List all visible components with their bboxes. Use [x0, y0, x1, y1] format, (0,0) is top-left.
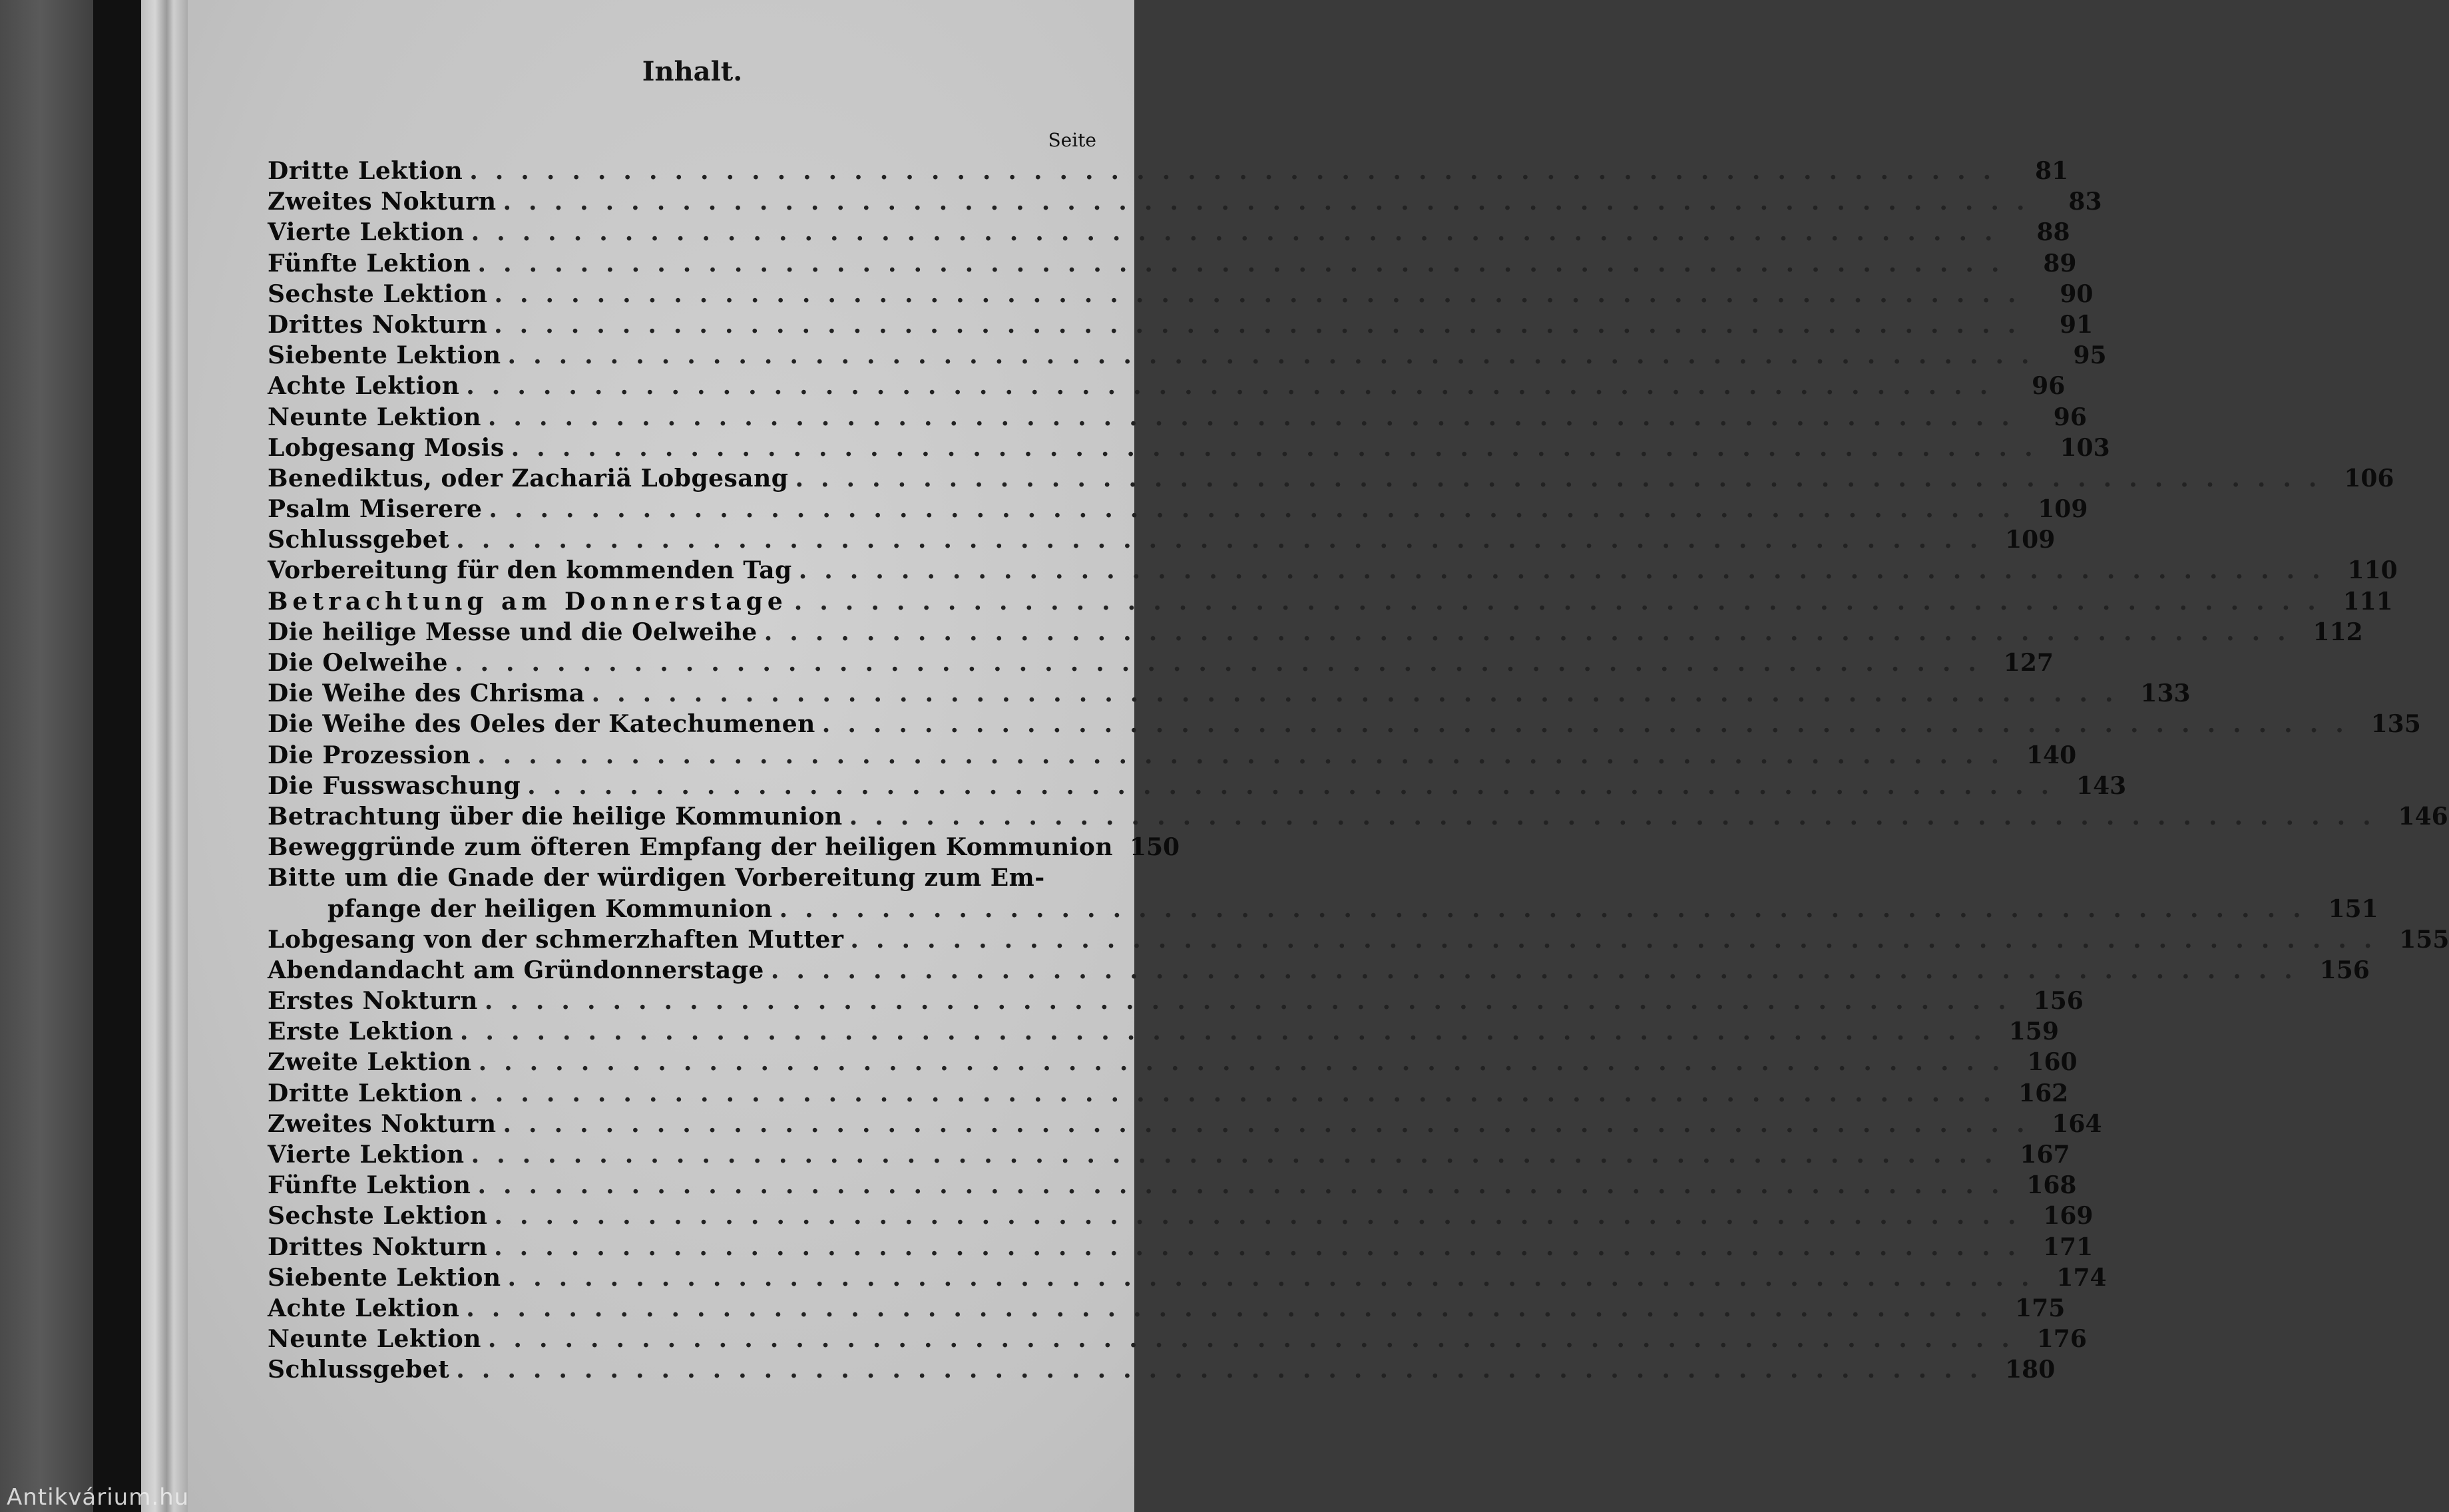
toc-entry	[268, 1324, 2087, 1354]
toc-entry	[268, 186, 2102, 217]
toc-entry	[268, 433, 2110, 463]
toc-entry	[268, 678, 2191, 709]
toc-entry-title: Abendandacht am Gründonnerstage	[268, 956, 764, 984]
toc-entry	[268, 586, 2393, 617]
toc-entry-page: 89	[2043, 249, 2077, 278]
toc-entry-page: 159	[2008, 1018, 2059, 1046]
toc-entry-page: 180	[2005, 1356, 2056, 1384]
toc-entry-title: Siebente Lektion	[268, 341, 501, 370]
leader-dots: ............................................................	[454, 649, 1994, 677]
toc-entry-title: Neunte Lektion	[268, 403, 481, 431]
toc-entry	[268, 924, 2449, 955]
leader-dots: ............................................................	[494, 310, 2034, 339]
leader-dots: ............................................................	[487, 403, 2027, 431]
toc-entry	[268, 1078, 2069, 1109]
leader-dots: ............................................................	[850, 925, 2390, 954]
toc-entry	[268, 555, 2398, 586]
toc-entry-page: 156	[2033, 987, 2084, 1016]
toc-entry-page: 103	[2060, 433, 2110, 462]
leader-dots: ............................................................	[503, 1109, 2042, 1138]
leader-dots: ............................................................	[527, 771, 2067, 800]
toc-entry-page: 109	[2038, 495, 2088, 524]
toc-entry	[268, 617, 2363, 648]
leader-dots: ............................................................	[849, 802, 2388, 831]
toc-entry-page: 135	[2370, 710, 2421, 739]
leader-dots: ............................................................	[477, 1171, 2017, 1200]
leader-dots: ............................................................	[798, 556, 2338, 585]
table-of-contents	[268, 156, 2449, 1386]
leader-dots: ............................................................	[477, 249, 2017, 278]
toc-entry-page: 171	[2042, 1232, 2094, 1261]
leader-dots: ............................................................	[764, 618, 2303, 646]
leader-dots: ............................................................	[484, 987, 2024, 1016]
leader-dots: ............................................................	[469, 157, 2009, 185]
leader-dots: ............................................................	[469, 1079, 2009, 1107]
leader-dots: ............................................................	[507, 341, 2047, 370]
toc-entry-title: Dritte Lektion	[268, 157, 463, 185]
toc-entry	[268, 524, 2056, 555]
toc-entry-page: 160	[2027, 1048, 2078, 1077]
toc-entry	[268, 1262, 2107, 1293]
toc-entry-title: Achte Lektion	[268, 372, 460, 401]
toc-entry-title: Vierte Lektion	[268, 1141, 465, 1169]
leader-dots: ............................................................	[471, 1141, 2010, 1169]
leader-dots: ............................................................	[456, 1356, 1996, 1384]
toc-entry-page: 169	[2043, 1202, 2094, 1230]
toc-entry	[268, 1354, 2056, 1385]
toc-entry	[268, 648, 2054, 678]
toc-entry	[268, 801, 2448, 832]
page-edges	[141, 0, 188, 1512]
toc-entry	[268, 1232, 2094, 1262]
leader-dots: ............................................................	[821, 710, 2361, 739]
leader-dots: ............................................................	[478, 1048, 2018, 1077]
toc-entry	[268, 986, 2084, 1016]
toc-entry	[268, 832, 1180, 862]
toc-entry-title: Betrachtung am Donnerstage	[268, 587, 787, 616]
toc-entry	[268, 1293, 2066, 1324]
toc-entry-title: Fünfte Lektion	[268, 1171, 471, 1200]
toc-entry-title: Psalm Miserere	[268, 495, 483, 524]
toc-entry-title: Dritte Lektion	[268, 1079, 463, 1107]
leader-dots: ............................................................	[477, 741, 2017, 769]
toc-entry-title: Erste Lektion	[268, 1018, 453, 1046]
toc-entry-page: 95	[2073, 341, 2107, 370]
toc-entry-page: 111	[2342, 587, 2393, 616]
toc-entry	[268, 1201, 2094, 1231]
leader-dots: ............................................................	[770, 956, 2310, 984]
toc-entry-title: Siebente Lektion	[268, 1263, 501, 1292]
toc-entry-title: Drittes Nokturn	[268, 1232, 488, 1261]
toc-entry	[268, 494, 2088, 524]
toc-entry-page: 91	[2060, 310, 2094, 339]
toc-entry-page: 174	[2056, 1263, 2107, 1292]
toc-entry	[268, 862, 1096, 893]
toc-entry	[268, 1139, 2070, 1170]
toc-entry	[268, 340, 2107, 371]
toc-entry-title: Fünfte Lektion	[268, 249, 471, 278]
toc-entry-title: Benediktus, oder Zachariä Lobgesang	[268, 464, 789, 492]
toc-entry-page: 176	[2036, 1325, 2087, 1354]
toc-entry	[268, 1170, 2077, 1201]
toc-entry-title: Lobgesang Mosis	[268, 433, 505, 462]
leader-dots: ............................................................	[795, 464, 2335, 492]
toc-entry	[268, 1047, 2078, 1077]
leader-dots: ............................................................	[494, 1232, 2034, 1261]
leader-dots: ............................................................	[779, 894, 2319, 923]
toc-entry-title: Die heilige Messe und die Oelweihe	[268, 618, 758, 646]
book-spine	[93, 0, 141, 1512]
toc-entry-page: 143	[2076, 771, 2127, 800]
toc-entry	[268, 248, 2077, 279]
toc-entry-title: Schlussgebet	[268, 526, 450, 554]
leader-dots: ............................................................	[466, 1294, 2006, 1322]
toc-entry-page: 83	[2068, 188, 2102, 216]
toc-entry-page: 168	[2026, 1171, 2077, 1200]
toc-entry-page: 96	[2032, 372, 2066, 401]
toc-entry-page: 156	[2319, 956, 2370, 984]
leader-dots: ............................................................	[494, 1202, 2034, 1230]
toc-entry-page: 133	[2140, 679, 2191, 708]
toc-entry-title: pfange der heiligen Kommunion	[328, 894, 773, 923]
leader-dots: ............................................................	[503, 188, 2042, 216]
toc-entry-page: 146	[2398, 802, 2448, 831]
watermark: Antikvárium.hu	[7, 1484, 190, 1511]
toc-entry	[268, 279, 2094, 309]
toc-entry-title: Beweggründe zum öfteren Empfang der heiligen Kommunion	[268, 833, 1114, 862]
toc-entry-page: 167	[2020, 1141, 2070, 1169]
toc-entry-page: 151	[2328, 894, 2378, 923]
toc-entry-page: 106	[2344, 464, 2394, 492]
toc-entry	[268, 463, 2394, 494]
toc-entry-page: 127	[2003, 649, 2054, 677]
toc-entry-page: 110	[2347, 556, 2398, 585]
toc-entry	[268, 894, 2378, 924]
toc-entry-title: Zweite Lektion	[268, 1048, 472, 1077]
toc-entry-page: 164	[2052, 1109, 2102, 1138]
toc-entry-page: 88	[2036, 218, 2070, 247]
toc-entry-title: Die Weihe des Oeles der Katechumenen	[268, 710, 815, 739]
toc-entry	[268, 309, 2094, 340]
toc-entry-page: 112	[2313, 618, 2363, 646]
leader-dots: ............................................................	[487, 1325, 2027, 1354]
toc-entry-title: Erstes Nokturn	[268, 987, 478, 1016]
leader-dots: ............................................................	[459, 1018, 1999, 1046]
toc-entry-title: Zweites Nokturn	[268, 188, 497, 216]
toc-entry-page: 81	[2035, 157, 2069, 185]
toc-entry	[268, 740, 2077, 771]
leader-dots: ............................................................	[591, 679, 2131, 708]
toc-entry-page: 90	[2060, 280, 2094, 308]
toc-entry-title: Sechste Lektion	[268, 280, 488, 308]
leader-dots: ............................................................	[511, 433, 2050, 462]
toc-entry	[268, 156, 2069, 186]
toc-entry	[268, 955, 2370, 986]
toc-entry-title: Betrachtung über die heilige Kommunion	[268, 802, 843, 831]
toc-entry-title: Schlussgebet	[268, 1356, 450, 1384]
toc-entry-page: 109	[2005, 526, 2056, 554]
toc-entry-title: Achte Lektion	[268, 1294, 460, 1322]
toc-entry-title: Die Fusswaschung	[268, 771, 521, 800]
toc-entry-page: 150	[1129, 833, 1180, 862]
toc-entry	[268, 217, 2070, 248]
toc-entry-page: 140	[2026, 741, 2077, 769]
toc-entry-page: 175	[2015, 1294, 2066, 1322]
leader-dots: ............................................................	[466, 372, 2006, 401]
toc-entry-page: 155	[2399, 925, 2449, 954]
leader-dots: ............................................................	[793, 587, 2333, 616]
toc-entry-title: Die Weihe des Chrisma	[268, 679, 585, 708]
toc-entry-title: Neunte Lektion	[268, 1325, 481, 1354]
toc-entry	[268, 371, 2066, 401]
toc-entry-title: Vorbereitung für den kommenden Tag	[268, 556, 792, 585]
leader-dots: ............................................................	[489, 495, 2028, 524]
toc-entry-title: Die Oelweihe	[268, 649, 448, 677]
page-column-label: Seite	[1048, 129, 1096, 151]
toc-entry-title: Sechste Lektion	[268, 1202, 488, 1230]
toc-entry-title: Vierte Lektion	[268, 218, 465, 247]
toc-entry-title: Drittes Nokturn	[268, 310, 488, 339]
toc-entry-title: Die Prozession	[268, 741, 471, 769]
toc-entry	[268, 1109, 2102, 1139]
background-left	[0, 0, 100, 1512]
toc-entry	[268, 771, 2127, 801]
page-title: Inhalt.	[642, 56, 743, 87]
toc-entry-page: 162	[2018, 1079, 2069, 1107]
leader-dots: ............................................................	[471, 218, 2010, 247]
leader-dots: ............................................................	[494, 280, 2034, 308]
leader-dots: ............................................................	[456, 526, 1996, 554]
toc-entry-page: 96	[2053, 403, 2087, 431]
toc-entry-title: Zweites Nokturn	[268, 1109, 497, 1138]
toc-entry-title: Lobgesang von der schmerzhaften Mutter	[268, 925, 844, 954]
toc-entry	[268, 1016, 2059, 1047]
toc-entry	[268, 709, 2421, 739]
leader-dots: ............................................................	[507, 1263, 2047, 1292]
toc-entry	[268, 402, 2087, 433]
toc-entry-title: Bitte um die Gnade der würdigen Vorbereitung zum Em-	[268, 864, 1045, 892]
